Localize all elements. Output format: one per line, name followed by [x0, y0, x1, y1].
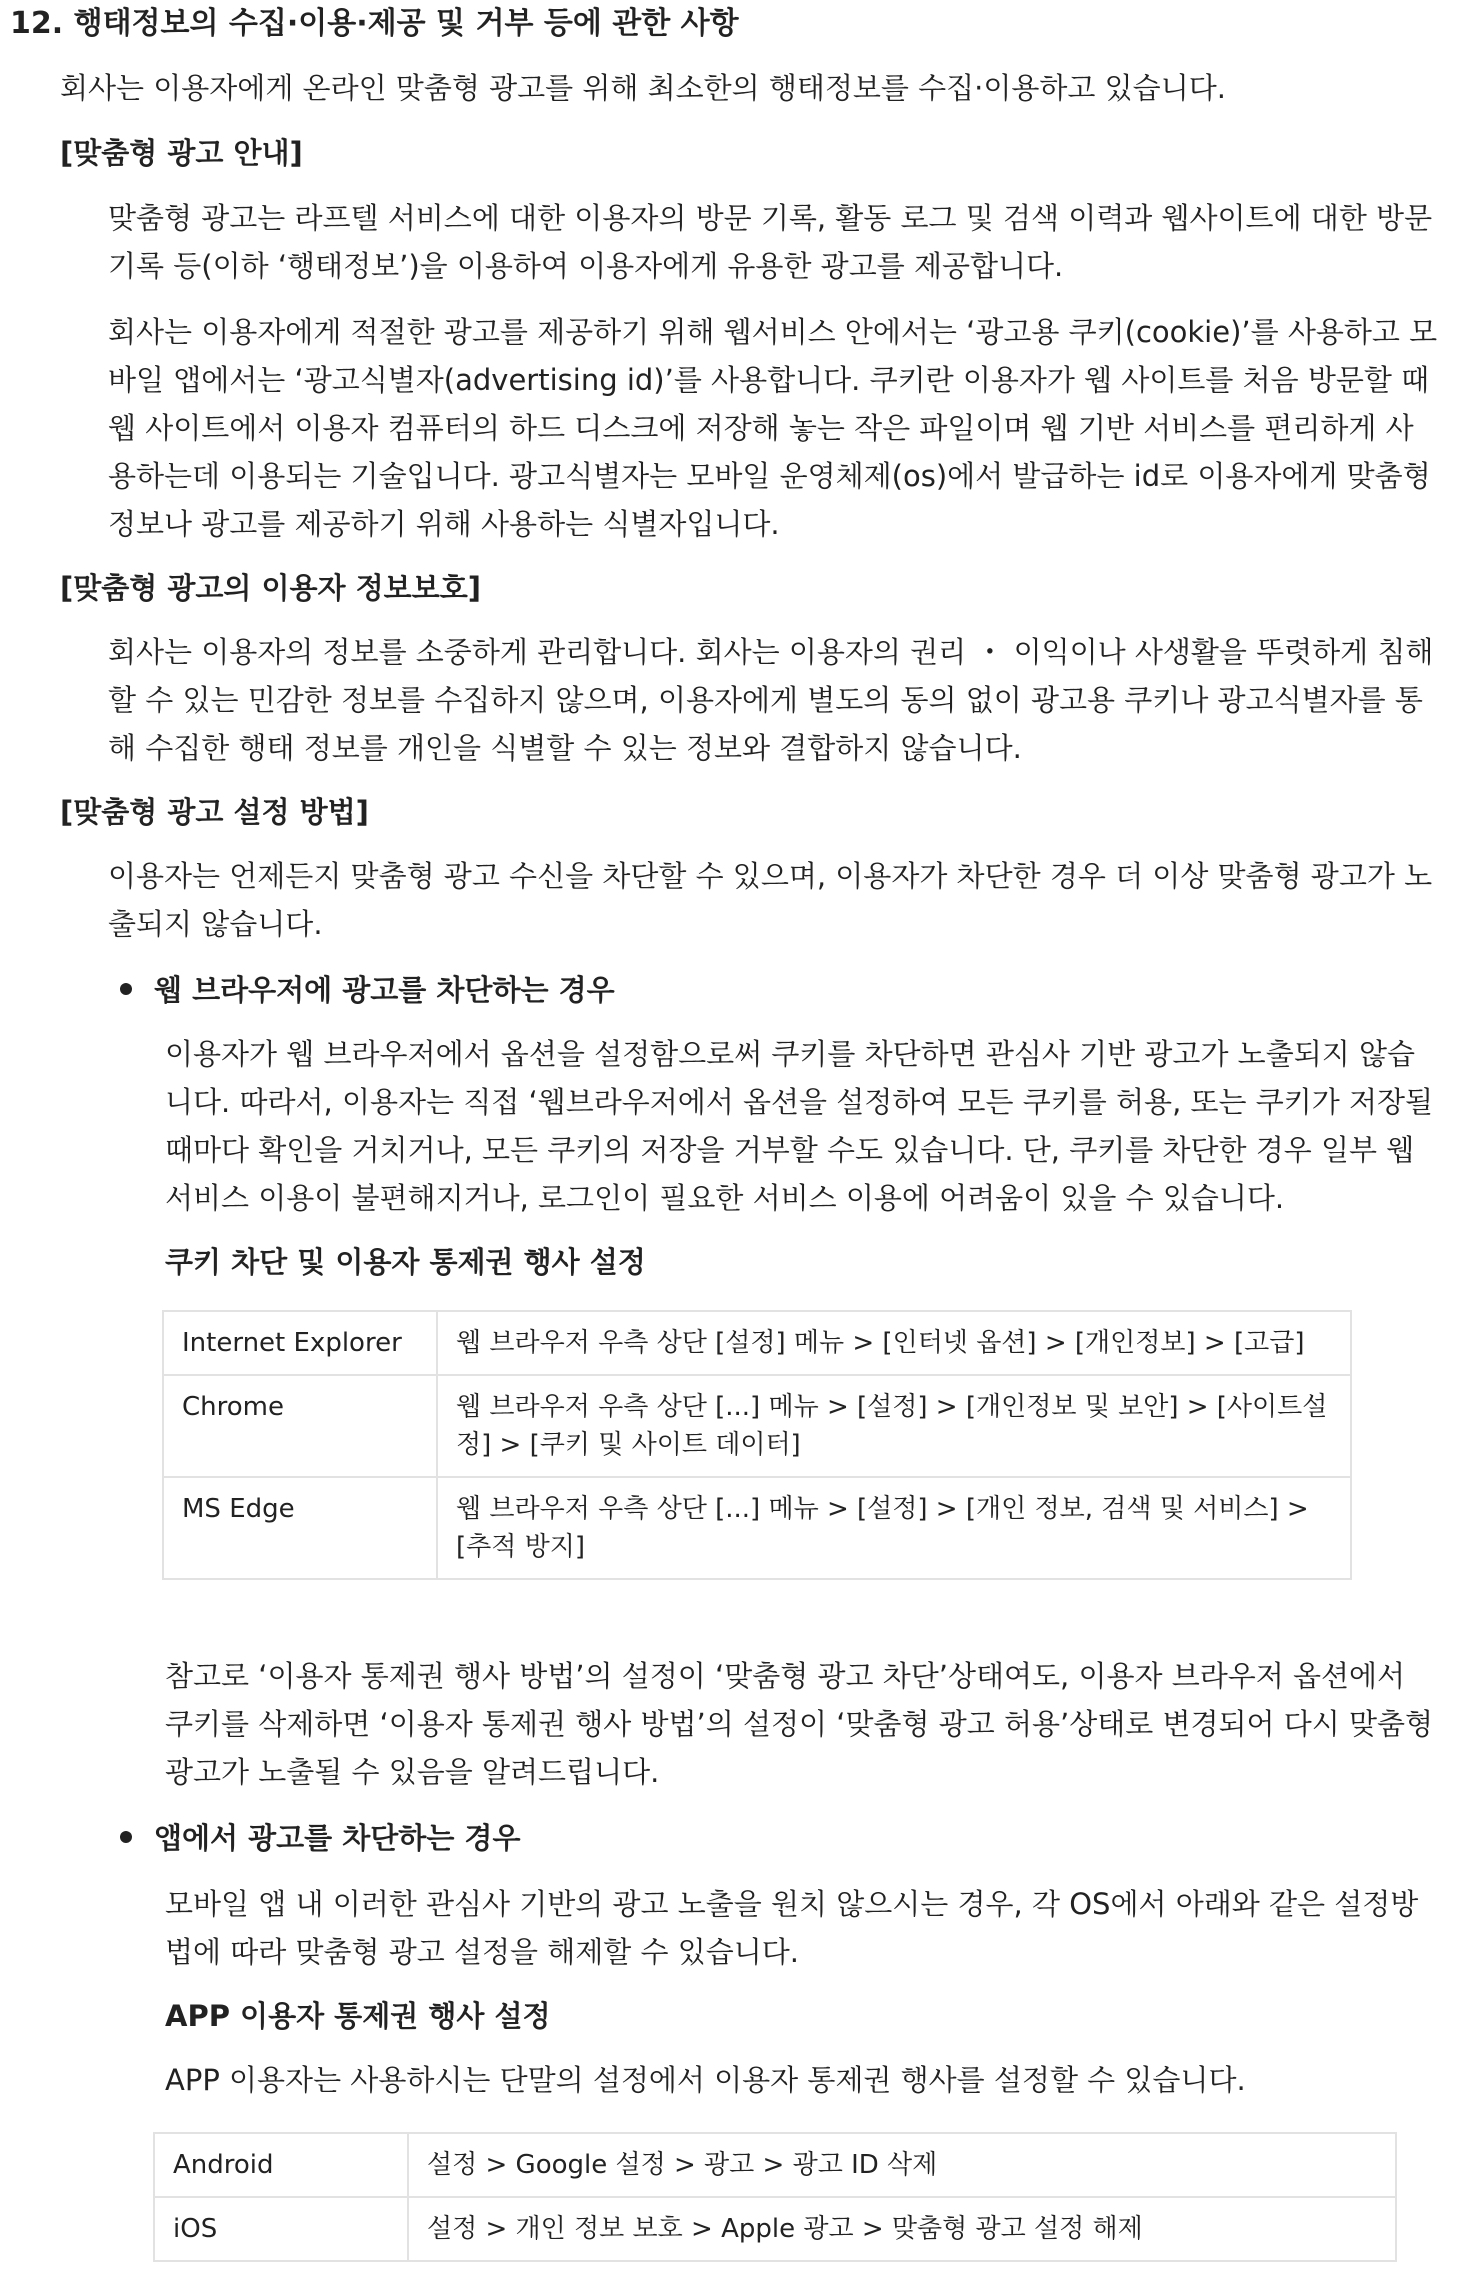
- guide-paragraph-1: 맞춤형 광고는 라프텔 서비스에 대한 이용자의 방문 기록, 활동 로그 및 검색 이력과 웹사이트에 대한 방문 기록 등(이하 ‘행태정보’)을 이용하여 이용자에게 유용한 광고를 제공합니다.: [108, 201, 1433, 283]
- web-bullet-label: 웹 브라우저에 광고를 차단하는 경우: [154, 973, 615, 1007]
- section-title: 12. 행태정보의 수집·이용·제공 및 거부 등에 관한 사항: [10, 6, 739, 41]
- privacy-paragraph: 회사는 이용자의 정보를 소중하게 관리합니다. 회사는 이용자의 권리 ・ 이익이나 사생활을 뚜렷하게 침해할 수 있는 민감한 정보를 수집하지 않으며, 이용자에게 별도의 동의 없이 광고용 쿠키나 광고식별자를 통해 수집한 행태 정보를 개인을 식별할 수 있는 정보와 결합하지 않습니다.: [108, 635, 1434, 765]
- guide-paragraph-2: 회사는 이용자에게 적절한 광고를 제공하기 위해 웹서비스 안에서는 ‘광고용 쿠키(cookie)’를 사용하고 모바일 앱에서는 ‘광고식별자(advertising id)’를 사용합니다. 쿠키란 이용자가 웹 사이트를 처음 방문할 때 웹 사이트에서 이용자 컴퓨터의 하드 디스크에 저장해 놓는 작은 파일이며 웹 기반 서비스를 편리하게 사용하는데 이용되는 기술입니다. 광고식별자는 모바일 운영체제(os)에서 발급하는 id로 이용자에게 맞춤형 정보나 광고를 제공하기 위해 사용하는 식별자입니다.: [108, 315, 1438, 541]
- guide-heading: [맞춤형 광고 안내]: [60, 136, 303, 170]
- app-description: APP 이용자는 사용하시는 단말의 설정에서 이용자 통제권 행사를 설정할 수 있습니다.: [165, 2063, 1246, 2097]
- os-cell: iOS: [154, 2197, 408, 2261]
- web-note: 참고로 ‘이용자 통제권 행사 방법’의 설정이 ‘맞춤형 광고 차단’상태여도, 이용자 브라우저 옵션에서 쿠키를 삭제하면 ‘이용자 통제권 행사 방법’의 설정이 ‘맞춤형 광고 허용’상태로 변경되어 다시 맞춤형 광고가 노출될 수 있음을 알려드립니다.: [165, 1659, 1434, 1789]
- settings-heading: [맞춤형 광고 설정 방법]: [60, 795, 369, 829]
- path-cell: 웹 브라우저 우측 상단 [...] 메뉴 > [설정] > [개인 정보, 검색 및 서비스] > [추적 방지]: [437, 1477, 1351, 1579]
- path-cell: 설정 > Google 설정 > 광고 > 광고 ID 삭제: [408, 2133, 1396, 2197]
- browser-cell: MS Edge: [163, 1477, 437, 1579]
- cookie-table-title: 쿠키 차단 및 이용자 통제권 행사 설정: [165, 1245, 646, 1279]
- table-row: [154, 2133, 1396, 2197]
- table-row: [154, 2197, 1396, 2261]
- web-bullet: [120, 968, 615, 1012]
- os-cell: Android: [154, 2133, 408, 2197]
- bullet-dot-icon: [120, 983, 132, 995]
- table-row: [163, 1375, 1351, 1477]
- app-bullet: [120, 1816, 520, 1860]
- browser-cell: Internet Explorer: [163, 1311, 437, 1375]
- path-cell: 웹 브라우저 우측 상단 [설정] 메뉴 > [인터넷 옵션] > [개인정보] > [고급]: [437, 1311, 1351, 1375]
- cookie-settings-table: [162, 1310, 1352, 1580]
- table-row: [163, 1477, 1351, 1579]
- settings-paragraph: 이용자는 언제든지 맞춤형 광고 수신을 차단할 수 있으며, 이용자가 차단한 경우 더 이상 맞춤형 광고가 노출되지 않습니다.: [108, 859, 1433, 941]
- browser-cell: Chrome: [163, 1375, 437, 1477]
- app-table-title: APP 이용자 통제권 행사 설정: [165, 1999, 551, 2033]
- web-paragraph: 이용자가 웹 브라우저에서 옵션을 설정함으로써 쿠키를 차단하면 관심사 기반 광고가 노출되지 않습니다. 따라서, 이용자는 직접 ‘웹브라우저에서 옵션을 설정하여 모든 쿠키를 허용, 또는 쿠키가 저장될 때마다 확인을 거치거나, 모든 쿠키의 저장을 거부할 수도 있습니다. 단, 쿠키를 차단한 경우 일부 웹 서비스 이용이 불편해지거나, 로그인이 필요한 서비스 이용에 어려움이 있을 수 있습니다.: [165, 1037, 1434, 1215]
- app-bullet-label: 앱에서 광고를 차단하는 경우: [154, 1821, 521, 1855]
- path-cell: 웹 브라우저 우측 상단 [...] 메뉴 > [설정] > [개인정보 및 보안] > [사이트설정] > [쿠키 및 사이트 데이터]: [437, 1375, 1351, 1477]
- privacy-heading: [맞춤형 광고의 이용자 정보보호]: [60, 571, 481, 605]
- path-cell: 설정 > 개인 정보 보호 > Apple 광고 > 맞춤형 광고 설정 해제: [408, 2197, 1396, 2261]
- bullet-dot-icon: [120, 1831, 132, 1843]
- app-paragraph: 모바일 앱 내 이러한 관심사 기반의 광고 노출을 원치 않으시는 경우, 각 OS에서 아래와 같은 설정방법에 따라 맞춤형 광고 설정을 해제할 수 있습니다.: [165, 1887, 1419, 1969]
- app-settings-table: [153, 2132, 1397, 2262]
- table-row: [163, 1311, 1351, 1375]
- section-intro: 회사는 이용자에게 온라인 맞춤형 광고를 위해 최소한의 행태정보를 수집·이용하고 있습니다.: [60, 71, 1226, 105]
